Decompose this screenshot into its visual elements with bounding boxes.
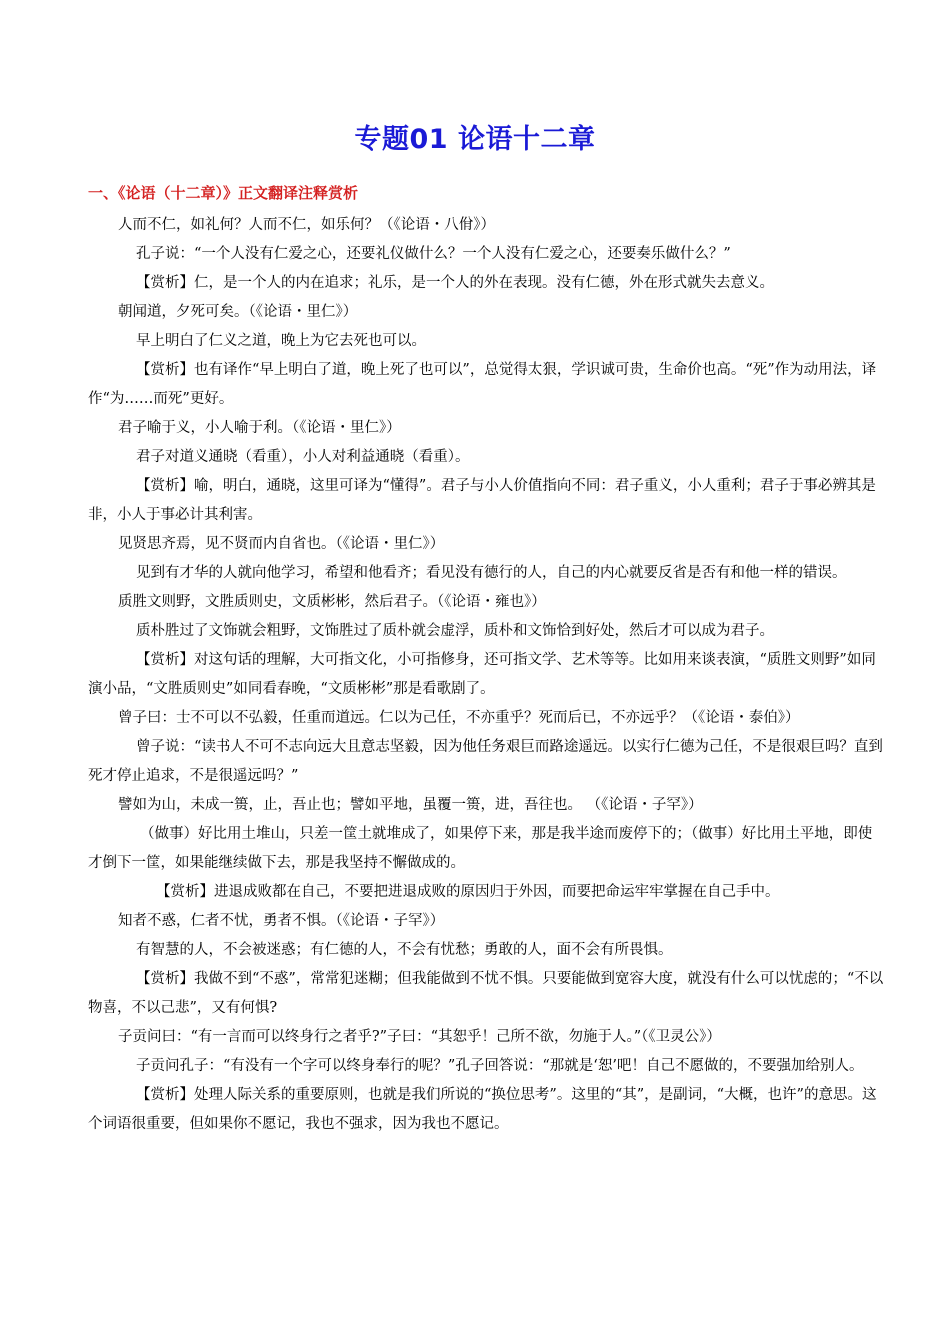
appreciation-note: 【赏析】进退成败都在自己，不要把进退成败的原因归于外因，而要把命运牢牢掌握在自己手中。: [156, 884, 780, 900]
translation-text: 见到有才华的人就向他学习，希望和他看齐；看见没有德行的人，自己的内心就要反省是否有和他一样的错误。: [136, 565, 847, 581]
original-text: 譬如为山，未成一篑，止，吾止也；譬如平地，虽覆一篑，进，吾往也。 （《论语・子罕》）: [118, 797, 703, 813]
appreciation-note: 【赏析】仁，是一个人的内在追求；礼乐，是一个人的外在表现。没有仁德，外在形式就失去意义。: [136, 275, 774, 291]
note-tag: 【赏析】: [136, 971, 194, 987]
note-tag: 【赏析】: [156, 884, 214, 900]
note-tag: 【赏析】: [136, 1087, 194, 1103]
translation-text: 质朴胜过了文饰就会粗野，文饰胜过了质朴就会虚浮，质朴和文饰恰到好处，然后才可以成为君子。: [136, 623, 774, 639]
original-text: 君子喻于义，小人喻于利。（《论语・里仁》）: [118, 420, 401, 436]
note-tag: 【赏析】: [136, 362, 194, 378]
original-text: 曾子曰：士不可以不弘毅，任重而道远。仁以为己任，不亦重乎？死而后已，不亦远乎？（《论语・泰伯》）: [118, 710, 800, 726]
page-title: 专题01 论语十二章: [354, 124, 596, 155]
original-text: 质胜文则野，文胜质则史，文质彬彬，然后君子。（《论语・雍也》）: [118, 594, 546, 610]
note-tag: 【赏析】: [136, 652, 194, 668]
translation-text: （做事）好比用土堆山，只差一筐土就堆成了，如果停下来，那是我半途而废停下的；（做事）好比用土平地，即使才倒下一筐，如果能继续做下去，那是我坚持不懈做成的。: [88, 826, 873, 871]
original-text: 知者不惑，仁者不忧，勇者不惧。（《论语・子罕》）: [118, 913, 445, 929]
translation-text: 曾子说：“读书人不可不志向远大且意志坚毅，因为他任务艰巨而路途遥远。以实行仁德为己任，不是很艰巨吗？直到死才停止追求，不是很遥远吗？”: [88, 739, 883, 784]
original-text: 见贤思齐焉，见不贤而内自省也。（《论语・里仁》）: [118, 536, 445, 552]
translation-text: 孔子说：“一个人没有仁爱之心，还要礼仪做什么？一个人没有仁爱之心，还要奏乐做什么？”: [136, 246, 731, 262]
original-text: 朝闻道，夕死可矣。（《论语・里仁》）: [118, 304, 358, 320]
appreciation-note: 【赏析】我做不到“不惑”，常常犯迷糊；但我能做到不忧不惧。只要能做到宽容大度，就没有什么可以忧虑的；“不以物喜，不以己悲”，又有何惧?: [88, 971, 884, 1016]
translation-text: 早上明白了仁义之道，晚上为它去死也可以。: [136, 333, 426, 349]
note-tag: 【赏析】: [136, 478, 194, 494]
section-heading: 一、《论语（十二章）》正文翻译注释赏析: [88, 184, 359, 202]
appreciation-note: 【赏析】喻，明白，通晓，这里可译为“懂得”。君子与小人价值指向不同：君子重义，小人重利；君子于事必辨其是非，小人于事必计其利害。: [88, 478, 876, 523]
original-text: 人而不仁，如礼何？人而不仁，如乐何？（《论语・八佾》）: [118, 217, 495, 233]
document-body: [88, 211, 884, 1139]
translation-text: 子贡问孔子：“有没有一个字可以终身奉行的呢？”孔子回答说：“那就是‘恕’吧！自己不愿做的，不要强加给别人。: [136, 1058, 864, 1074]
note-tag: 【赏析】: [136, 275, 194, 291]
appreciation-note: 【赏析】也有译作“早上明白了道，晚上死了也可以”，总觉得太狠，学识诚可贵，生命价也高。“死”作为动用法，译作“为……而死”更好。: [88, 362, 877, 407]
appreciation-note: 【赏析】处理人际关系的重要原则，也就是我们所说的“换位思考”。这里的“其”，是副词，“大概，也许”的意思。这个词语很重要，但如果你不愿记，我也不强求，因为我也不愿记。: [88, 1087, 877, 1132]
appreciation-note: 【赏析】对这句话的理解，大可指文化，小可指修身，还可指文学、艺术等等。比如用来谈表演，“质胜文则野”如同演小品，“文胜质则史”如同看春晚，“文质彬彬”那是看歌剧了。: [88, 652, 876, 697]
original-text: 子贡问曰：“有一言而可以终身行之者乎?”子曰：“其恕乎！己所不欲，勿施于人。”（《卫灵公》）: [118, 1029, 721, 1045]
translation-text: 有智慧的人，不会被迷惑；有仁德的人，不会有忧愁；勇敢的人，面不会有所畏惧。: [136, 942, 673, 958]
translation-text: 君子对道义通晓（看重），小人对利益通晓（看重）。: [136, 449, 470, 465]
